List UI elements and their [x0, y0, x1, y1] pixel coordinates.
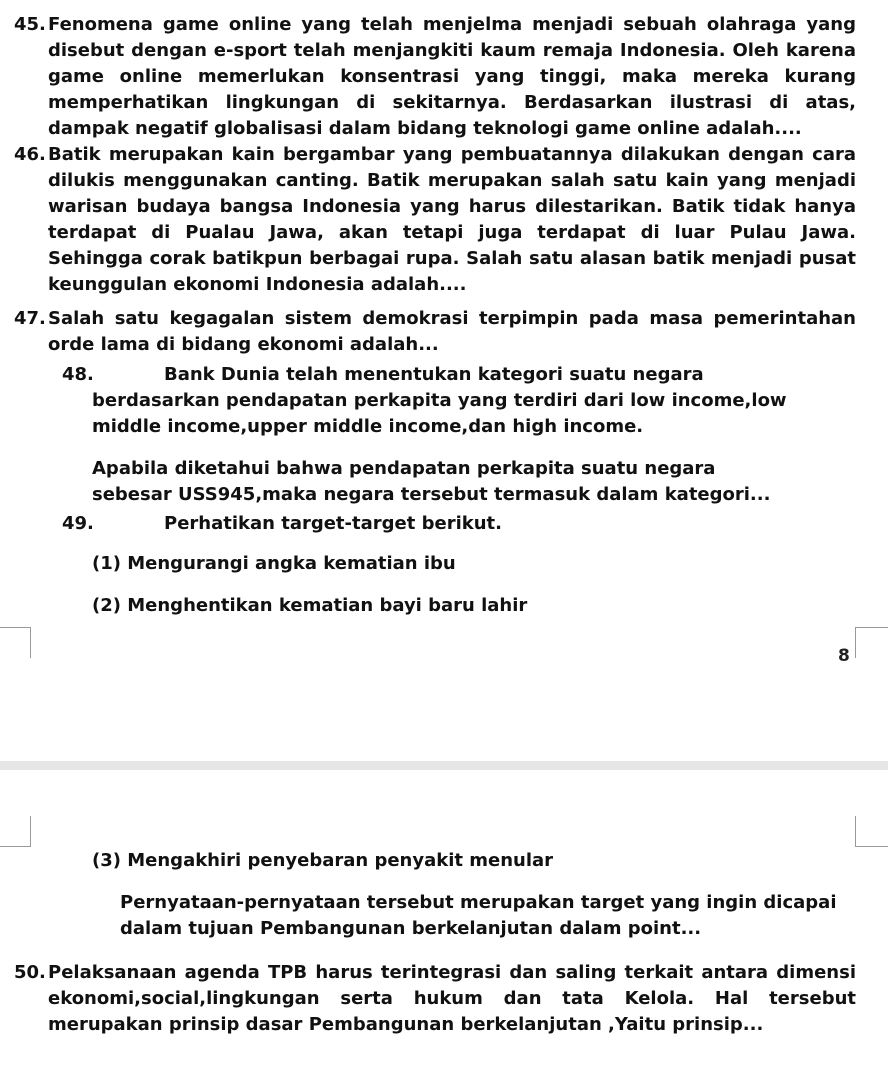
question-46-text: Batik merupakan kain bergambar yang pembuatannya dilakukan dengan cara dilukis menggunakan canting. Batik merupakan salah satu kain yang menjadi warisan budaya bangsa Indonesia yang harus dilestarikan. Batik tidak hanya terdapat di Pualau Jawa, akan tetapi juga terdapat di luar Pulau Jawa. Sehingga corak batikpun berbagai rupa. Salah satu alasan batik menjadi pusat keunggulan ekonomi Indonesia adalah.... — [48, 144, 856, 295]
question-46-number: 46. — [14, 144, 46, 165]
question-47-number: 47. — [14, 308, 46, 329]
question-49-text2: Pernyataan-pernyataan tersebut merupakan target yang ingin dicapai dalam tujuan Pembangunan berkelanjutan dalam point... — [120, 892, 837, 939]
question-48-text: Bank Dunia telah menentukan kategori suatu negara berdasarkan pendapatan perkapita yang terdiri dari low income,low middle income,upper middle income,dan high income. — [92, 364, 787, 437]
question-45-number: 45. — [14, 14, 46, 35]
question-48-number: 48. — [62, 364, 94, 385]
question-49-number: 49. — [62, 513, 94, 534]
question-49-item-1: (1) Mengurangi angka kematian ibu — [92, 553, 456, 574]
question-50-number: 50. — [14, 962, 46, 983]
crop-mark-top-right — [855, 627, 888, 658]
crop-mark-bottom-left — [0, 816, 31, 847]
question-47-text: Salah satu kegagalan sistem demokrasi terpimpin pada masa pemerintahan orde lama di bidang ekonomi adalah... — [48, 308, 856, 355]
question-45-text: Fenomena game online yang telah menjelma menjadi sebuah olahraga yang disebut dengan e-sport telah menjangkiti kaum remaja Indonesia. Oleh karena game online memerlukan konsentrasi yang tinggi, maka mereka kurang memperhatikan lingkungan di sekitarnya. Berdasarkan ilustrasi di atas, dampak negatif globalisasi dalam bidang teknologi game online adalah.... — [48, 14, 856, 139]
crop-mark-bottom-right — [855, 816, 888, 847]
page-number: 8 — [838, 646, 850, 666]
question-49-item-3: (3) Mengakhiri penyebaran penyakit menular — [92, 850, 554, 871]
question-49-text: Perhatikan target-target berikut. — [164, 513, 502, 534]
question-50-text: Pelaksanaan agenda TPB harus terintegrasi dan saling terkait antara dimensi ekonomi,social,lingkungan serta hukum dan tata Kelola. Hal tersebut merupakan prinsip dasar Pembangunan berkelanjutan ,Yaitu prinsip... — [48, 962, 856, 1035]
crop-mark-top-left — [0, 627, 31, 658]
question-49-item-2: (2) Menghentikan kematian bayi baru lahir — [92, 595, 528, 616]
page-divider — [0, 761, 888, 770]
question-48-text2: Apabila diketahui bahwa pendapatan perkapita suatu negara sebesar USS945,maka negara tersebut termasuk dalam kategori... — [92, 458, 771, 505]
